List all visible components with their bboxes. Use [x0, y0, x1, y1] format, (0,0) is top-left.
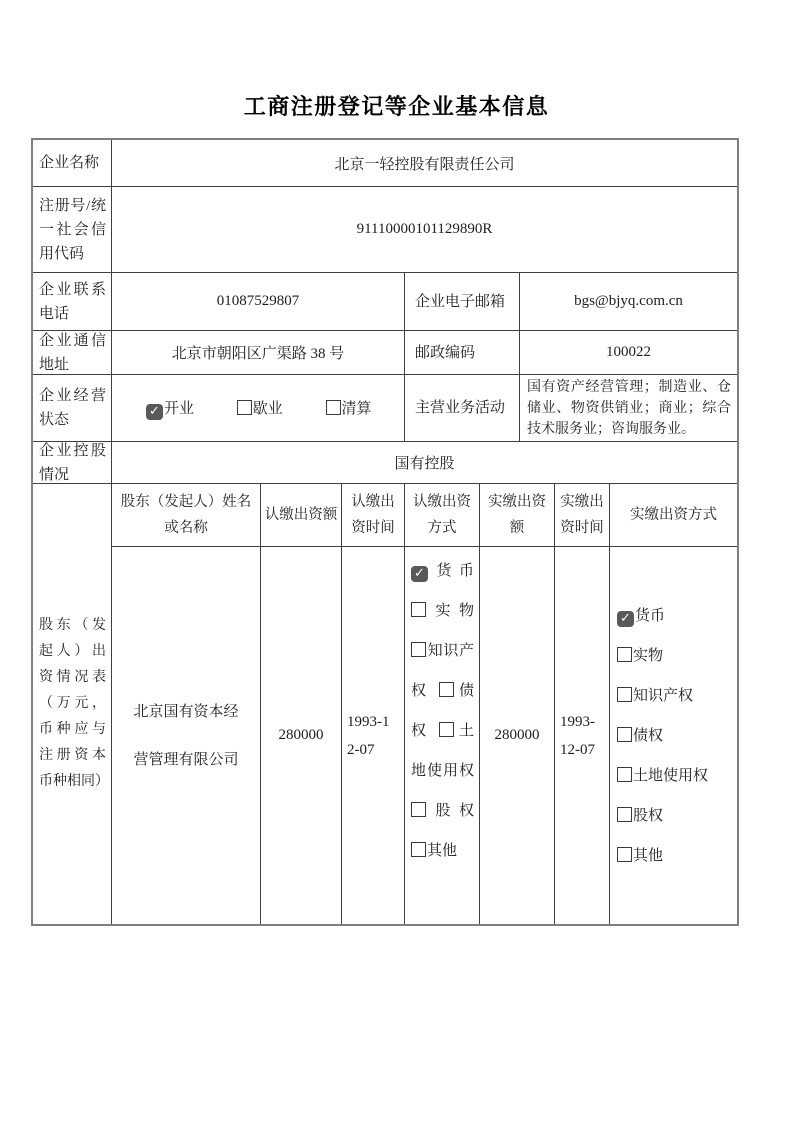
shareholder-section-label: 股东（发起人）出资情况表 （万元，币种应与注册资本币种相同）: [39, 618, 109, 789]
postal-label-cell: [405, 331, 520, 374]
checkbox-option-label: 其他: [633, 847, 664, 864]
header-shareholder-name: [112, 484, 260, 547]
checked-checkbox-icon[interactable]: ✓: [146, 404, 163, 420]
col-paid-amount: [480, 484, 555, 924]
email-label-cell: [405, 273, 520, 330]
col-paid-date: [555, 484, 610, 924]
phone-label-cell: [33, 273, 112, 330]
address-label: 企业通信地址: [39, 332, 106, 373]
checkbox-option[interactable]: [617, 716, 737, 756]
subscribed-method-cell: [405, 547, 479, 924]
header-paid-method: [610, 484, 737, 547]
status-options-cell: [112, 375, 405, 441]
unchecked-checkbox-icon[interactable]: [439, 682, 454, 697]
holding-value: 国有控股: [394, 456, 455, 472]
main-business-value-cell: [520, 375, 737, 441]
email-value-cell: [520, 273, 737, 330]
col-shareholder-name: [112, 484, 261, 924]
header-subscribed-date: [342, 484, 404, 547]
header-subscribed-method: [405, 484, 479, 547]
unchecked-checkbox-icon[interactable]: [411, 602, 426, 617]
checked-checkbox-icon[interactable]: ✓: [411, 566, 428, 582]
header-paid-amount: [480, 484, 554, 547]
checkbox-option[interactable]: [411, 843, 457, 859]
unchecked-checkbox-icon[interactable]: [411, 842, 426, 857]
company-name-label-cell: [33, 140, 112, 186]
address-value: 北京市朝阳区广渠路 38 号: [171, 346, 345, 362]
credit-code-value: 91110000101129890R: [356, 221, 493, 237]
checked-checkbox-icon[interactable]: ✓: [617, 611, 634, 627]
status-checkbox-group: [112, 397, 404, 420]
col-subscribed-date: [342, 484, 405, 924]
header-subscribed-method-text: 认缴出资方式: [413, 494, 471, 536]
checkbox-option-label: 实物: [427, 603, 474, 619]
phone-label: 企业联系电话: [39, 281, 106, 322]
shareholder-name-value: 北京国有资本经营管理有限公司: [133, 703, 239, 768]
checkbox-option-label: 清算: [341, 400, 372, 417]
checkbox-option[interactable]: [617, 676, 737, 716]
unchecked-checkbox-icon[interactable]: [617, 807, 632, 822]
email-value: bgs@bjyq.com.cn: [574, 293, 683, 309]
paid-date-value: 1993-12-07: [560, 713, 595, 758]
header-paid-amount-text: 实缴出资额: [488, 494, 546, 536]
checkbox-option-label: 歇业: [252, 400, 283, 417]
checkbox-option-label: 知识产权: [411, 643, 474, 699]
checkbox-option[interactable]: [617, 756, 737, 796]
unchecked-checkbox-icon[interactable]: [439, 722, 454, 737]
checkbox-option-label: 开业: [164, 400, 195, 417]
registration-table: [31, 138, 739, 926]
subscribed-date-value: 1993-12-07: [347, 713, 390, 758]
checkbox-option[interactable]: [326, 397, 372, 418]
checkbox-option[interactable]: [411, 803, 474, 819]
col-subscribed-method: [405, 484, 480, 924]
header-paid-method-text: 实缴出资方式: [630, 507, 717, 523]
postal-value: 100022: [606, 344, 651, 360]
row-credit-code: [33, 187, 737, 273]
status-label-cell: [33, 375, 112, 441]
unchecked-checkbox-icon[interactable]: [617, 687, 632, 702]
phone-value: 01087529807: [216, 293, 300, 309]
unchecked-checkbox-icon[interactable]: [617, 847, 632, 862]
checkbox-option-label: 债权: [411, 683, 474, 739]
unchecked-checkbox-icon[interactable]: [411, 642, 426, 657]
subscribed-date-cell: [342, 547, 404, 924]
unchecked-checkbox-icon[interactable]: [617, 647, 632, 662]
subscribed-amount-cell: [261, 547, 341, 924]
col-paid-method: [610, 484, 737, 924]
phone-value-cell: [112, 273, 405, 330]
paid-date-cell: [555, 547, 609, 924]
postal-value-cell: [520, 331, 737, 374]
checkbox-option[interactable]: [617, 636, 737, 676]
unchecked-checkbox-icon[interactable]: [237, 400, 252, 415]
checkbox-option[interactable]: [617, 796, 737, 836]
credit-code-value-cell: [112, 187, 737, 272]
header-subscribed-date-text: 认缴出资时间: [351, 494, 395, 536]
postal-label: 邮政编码: [415, 344, 476, 361]
subscribed-method-checkbox-group: [405, 547, 479, 871]
checkbox-option-label: 实物: [633, 647, 664, 664]
row-holding-status: [33, 442, 737, 484]
row-address-postal: [33, 331, 737, 375]
shareholder-section-label-cell: [33, 484, 112, 924]
holding-label: 企业控股情况: [39, 442, 106, 483]
header-subscribed-amount: [261, 484, 341, 547]
checkbox-option[interactable]: [617, 596, 737, 636]
address-value-cell: [112, 331, 405, 374]
checkbox-option-label: 货币: [429, 563, 474, 579]
company-name-label: 企业名称: [39, 155, 100, 171]
col-subscribed-amount: [261, 484, 342, 924]
row-status-business: [33, 375, 737, 442]
paid-method-cell: [610, 547, 737, 924]
paid-amount-value: 280000: [494, 727, 540, 743]
checkbox-option-label: 其他: [427, 843, 458, 859]
company-name-value: 北京一轻控股有限责任公司: [334, 156, 515, 173]
header-paid-date-text: 实缴出资时间: [560, 494, 604, 536]
page-title: 工商注册登记等企业基本信息: [243, 94, 550, 119]
checkbox-option-label: 债权: [633, 727, 664, 744]
unchecked-checkbox-icon[interactable]: [326, 400, 341, 415]
checkbox-option-label: 土地使用权: [633, 767, 709, 784]
header-paid-date: [555, 484, 609, 547]
header-shareholder-name-text: 股东（发起人）姓名或名称: [120, 494, 252, 536]
status-label: 企业经营状态: [39, 388, 106, 428]
holding-label-cell: [33, 442, 112, 483]
main-business-label-cell: [405, 375, 520, 441]
credit-code-label: 注册号/统一社会信用代码: [39, 197, 106, 262]
checkbox-option[interactable]: [237, 397, 283, 418]
holding-value-cell: [112, 442, 737, 483]
paid-amount-cell: [480, 547, 554, 924]
checkbox-option-label: 知识产权: [633, 687, 694, 704]
email-label: 企业电子邮箱: [415, 293, 506, 310]
checkbox-option[interactable]: [146, 397, 194, 420]
address-label-cell: [33, 331, 112, 374]
checkbox-option[interactable]: [411, 603, 474, 619]
row-company-name: [33, 140, 737, 187]
unchecked-checkbox-icon[interactable]: [617, 727, 632, 742]
shareholder-section: [33, 484, 737, 924]
company-name-value-cell: [112, 140, 737, 186]
checkbox-option[interactable]: [617, 836, 737, 876]
unchecked-checkbox-icon[interactable]: [411, 802, 426, 817]
checkbox-option-label: 股权: [427, 803, 474, 819]
main-business-value: 国有资产经营管理；制造业、仓储业、物资供销业；商业；综合技术服务业；咨询服务业。: [527, 379, 731, 437]
checkbox-option[interactable]: [411, 563, 474, 579]
row-phone-email: [33, 273, 737, 331]
header-subscribed-amount-text: 认缴出资额: [264, 507, 338, 523]
main-business-label: 主营业务活动: [415, 400, 506, 416]
paid-method-checkbox-group: [610, 596, 737, 876]
checkbox-option-label: 股权: [633, 807, 664, 824]
checkbox-option-label: 土地使用权: [411, 723, 474, 779]
checkbox-option-label: 货币: [635, 607, 666, 624]
credit-code-label-cell: [33, 187, 112, 272]
unchecked-checkbox-icon[interactable]: [617, 767, 632, 782]
shareholder-name-cell: [112, 547, 260, 924]
subscribed-amount-value: 280000: [278, 727, 324, 743]
